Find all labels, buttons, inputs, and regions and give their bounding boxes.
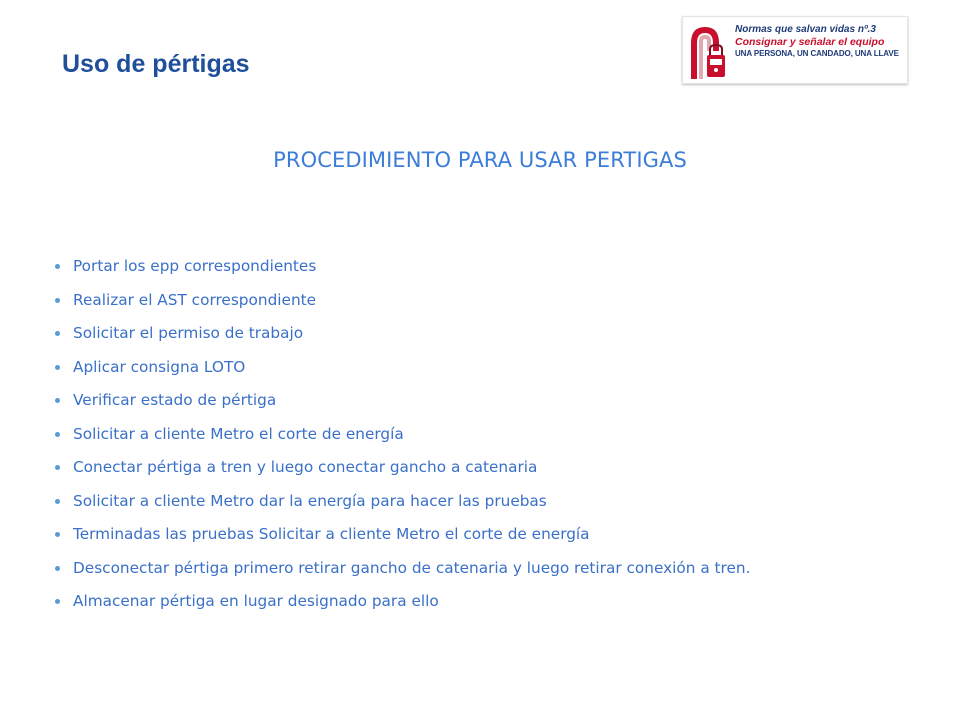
procedure-steps-list <box>55 257 750 626</box>
step-text: Solicitar el permiso de trabajo <box>73 324 304 342</box>
step-text: Conectar pértiga a tren y luego conectar gancho a catenaria <box>73 458 538 476</box>
bullet-icon <box>55 499 60 504</box>
list-item <box>55 559 750 593</box>
list-item <box>55 425 750 459</box>
list-item <box>55 525 750 559</box>
list-item <box>55 291 750 325</box>
bullet-icon <box>55 566 60 571</box>
padlock-hand-icon <box>685 21 733 83</box>
bullet-icon <box>55 298 60 303</box>
safety-rule-logo <box>682 16 908 84</box>
logo-line-rule-number: Normas que salvan vidas nº.3 <box>735 24 876 35</box>
list-item <box>55 324 750 358</box>
step-text: Portar los epp correspondientes <box>73 257 317 275</box>
step-text: Aplicar consigna LOTO <box>73 357 246 376</box>
step-text: Realizar el AST correspondiente <box>73 290 317 309</box>
section-title: PROCEDIMIENTO PARA USAR PERTIGAS <box>273 148 687 172</box>
step-text: Almacenar pértiga en lugar designado para ello <box>73 592 439 610</box>
step-text: Terminadas las pruebas Solicitar a cliente Metro el corte de energía <box>73 525 590 543</box>
header-title: Uso de pértigas <box>62 50 250 78</box>
list-item <box>55 592 750 626</box>
list-item <box>55 391 750 425</box>
bullet-icon <box>55 331 60 336</box>
list-item <box>55 458 750 492</box>
list-item <box>55 492 750 526</box>
step-text: Solicitar a cliente Metro dar la energía para hacer las pruebas <box>73 491 547 510</box>
bullet-icon <box>55 599 60 604</box>
step-text: Verificar estado de pértiga <box>73 391 277 409</box>
step-text: Desconectar pértiga primero retirar gancho de catenaria y luego retirar conexión a tren. <box>73 558 751 577</box>
list-item <box>55 257 750 291</box>
bullet-icon <box>55 398 60 403</box>
list-item <box>55 358 750 392</box>
logo-line-slogan: UNA PERSONA, UN CANDADO, UNA LLAVE <box>735 48 899 58</box>
bullet-icon <box>55 432 60 437</box>
step-text: Solicitar a cliente Metro el corte de energía <box>73 424 404 443</box>
bullet-icon <box>55 264 60 269</box>
logo-line-rule-name: Consignar y señalar el equipo <box>735 36 885 49</box>
bullet-icon <box>55 465 60 470</box>
bullet-icon <box>55 365 60 370</box>
bullet-icon <box>55 532 60 537</box>
logo-text <box>735 24 903 59</box>
